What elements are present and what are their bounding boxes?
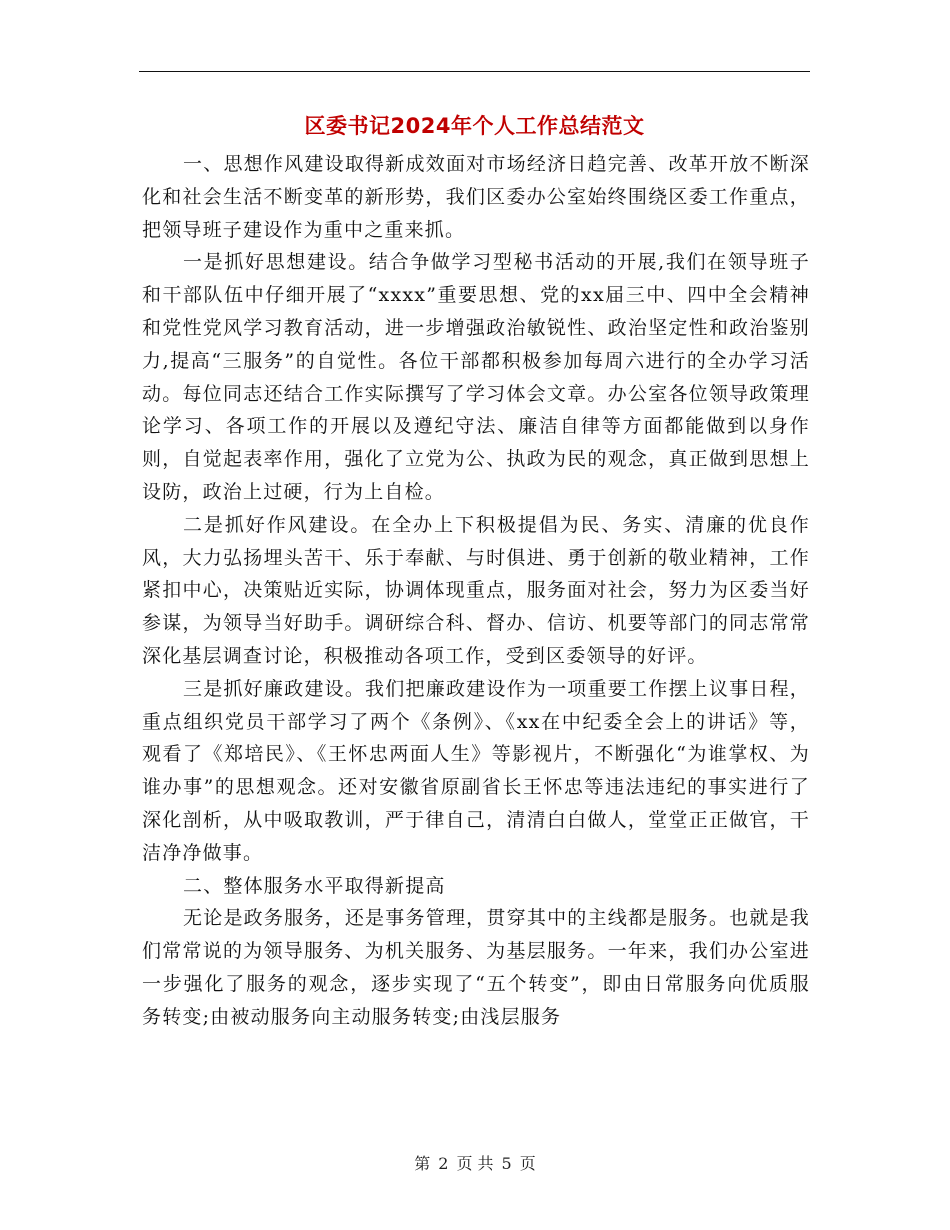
footer-suffix: 页 bbox=[519, 1154, 536, 1173]
footer-prefix: 第 bbox=[414, 1154, 431, 1173]
header-rule bbox=[139, 71, 810, 72]
footer-middle: 页 共 bbox=[456, 1154, 494, 1173]
footer-total-pages: 5 bbox=[501, 1154, 512, 1173]
page-footer bbox=[0, 1152, 950, 1176]
paragraph-integrity-building: 三是抓好廉政建设。我们把廉政建设作为一项重要工作摆上议事日程，重点组织党员干部学习了两个《条例》、《xx在中纪委全会上的讲话》等，观看了《郑培民》、《王怀忠两面人生》等影视片，不断强化“为谁掌权、为谁办事”的思想观念。还对安徽省原副省长王怀忠等违法违纪的事实进行了深化剖析，从中吸取教训，严于律自己，清清白白做人，堂堂正正做官，干洁净净做事。 bbox=[142, 677, 810, 864]
document-body bbox=[142, 148, 810, 1034]
paragraph-service: 无论是政务服务，还是事务管理，贯穿其中的主线都是服务。也就是我们常常说的为领导服务、为机关服务、为基层服务。一年来，我们办公室进一步强化了服务的观念，逐步实现了“五个转变”，即由日常服务向优质服务转变;由被动服务向主动服务转变;由浅层服务 bbox=[142, 907, 810, 1028]
paragraph-section-one: 一、思想作风建设取得新成效面对市场经济日趋完善、改革开放不断深化和社会生活不断变革的新形势，我们区委办公室始终围绕区委工作重点，把领导班子建设作为重中之重来抓。 bbox=[142, 153, 810, 241]
footer-current-page: 2 bbox=[438, 1154, 449, 1173]
paragraph-thought-building: 一是抓好思想建设。结合争做学习型秘书活动的开展,我们在领导班子和干部队伍中仔细开展了“xxxx”重要思想、党的xx届三中、四中全会精神和党性党风学习教育活动，进一步增强政治敏锐性、政治坚定性和政治鉴别力,提高“三服务”的自觉性。各位干部都积极参加每周六进行的全办学习活动。每位同志还结合工作实际撰写了学习体会文章。办公室各位领导政策理论学习、各项工作的开展以及遵纪守法、廉洁自律等方面都能做到以身作则，自觉起表率作用，强化了立党为公、执政为民的观念，真正做到思想上设防，政治上过硬，行为上自检。 bbox=[142, 251, 810, 503]
paragraph-style-building: 二是抓好作风建设。在全办上下积极提倡为民、务实、清廉的优良作风，大力弘扬埋头苦干、乐于奉献、与时俱进、勇于创新的敬业精神，工作紧扣中心，决策贴近实际，协调体现重点，服务面对社会，努力为区委当好参谋，为领导当好助手。调研综合科、督办、信访、机要等部门的同志常常深化基层调查讨论，积极推动各项工作，受到区委领导的好评。 bbox=[142, 513, 810, 667]
section-heading-service: 二、整体服务水平取得新提高 bbox=[183, 874, 446, 897]
document-title: 区委书记2024年个人工作总结范文 bbox=[304, 114, 645, 138]
